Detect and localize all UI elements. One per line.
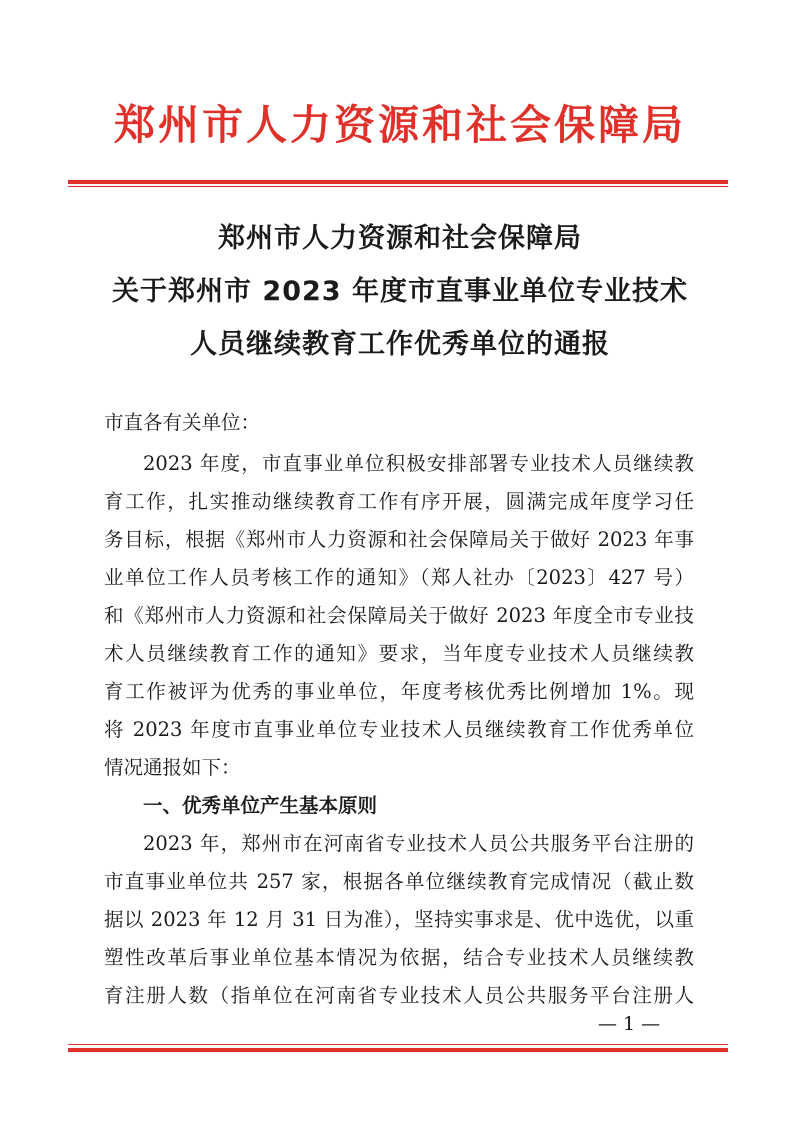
letterhead-title: 郑州市人力资源和社会保障局 — [114, 101, 686, 149]
letterhead-rule-thick — [68, 180, 728, 184]
footer-rule-thick — [68, 1048, 728, 1052]
footer-rule-thin — [68, 1044, 728, 1045]
paragraph-line: 务目标，根据《郑州市人力资源和社会保障局关于做好 2023 年事 — [104, 528, 694, 551]
paragraph-line: 育工作被评为优秀的事业单位，年度考核优秀比例增加 1%。现 — [104, 680, 694, 703]
document-title-line-1: 郑州市人力资源和社会保障局 — [218, 223, 582, 254]
paragraph-line: 和《郑州市人力资源和社会保障局关于做好 2023 年度全市专业技 — [104, 604, 694, 627]
paragraph-line: 业单位工作人员考核工作的通知》（郑人社办〔2023〕427 号） — [104, 566, 694, 589]
paragraph-line: 市直事业单位共 257 家，根据各单位继续教育完成情况（截止数 — [104, 870, 694, 893]
paragraph-line: 育工作，扎实推动继续教育工作有序开展，圆满完成年度学习任 — [104, 490, 694, 513]
paragraph-line: 术人员继续教育工作的通知》要求，当年度专业技术人员继续教 — [104, 642, 694, 665]
letterhead-rule-thin — [68, 186, 728, 187]
document-title-line-2: 关于郑州市 2023 年度市直事业单位专业技术 — [112, 276, 688, 307]
paragraph-line: 2023 年度，市直事业单位积极安排部署专业技术人员继续教 — [143, 452, 694, 475]
paragraph-line: 据以 2023 年 12 月 31 日为准），坚持实事求是、优中选优，以重 — [104, 908, 694, 931]
paragraph-line: 育注册人数（指单位在河南省专业技术人员公共服务平台注册人 — [104, 984, 694, 1007]
paragraph-line: 情况通报如下： — [104, 756, 241, 779]
paragraph-line: 2023 年，郑州市在河南省专业技术人员公共服务平台注册的 — [143, 832, 694, 855]
paragraph-line: 将 2023 年度市直事业单位专业技术人员继续教育工作优秀单位 — [104, 718, 694, 741]
document-title-line-3: 人员继续教育工作优秀单位的通报 — [190, 329, 610, 360]
section-heading: 一、优秀单位产生基本原则 — [143, 794, 378, 817]
paragraph-line: 塑性改革后事业单位基本情况为依据，结合专业技术人员继续教 — [104, 946, 694, 969]
page-number: — 1 — — [598, 1013, 661, 1035]
salutation: 市直各有关单位： — [104, 411, 261, 434]
